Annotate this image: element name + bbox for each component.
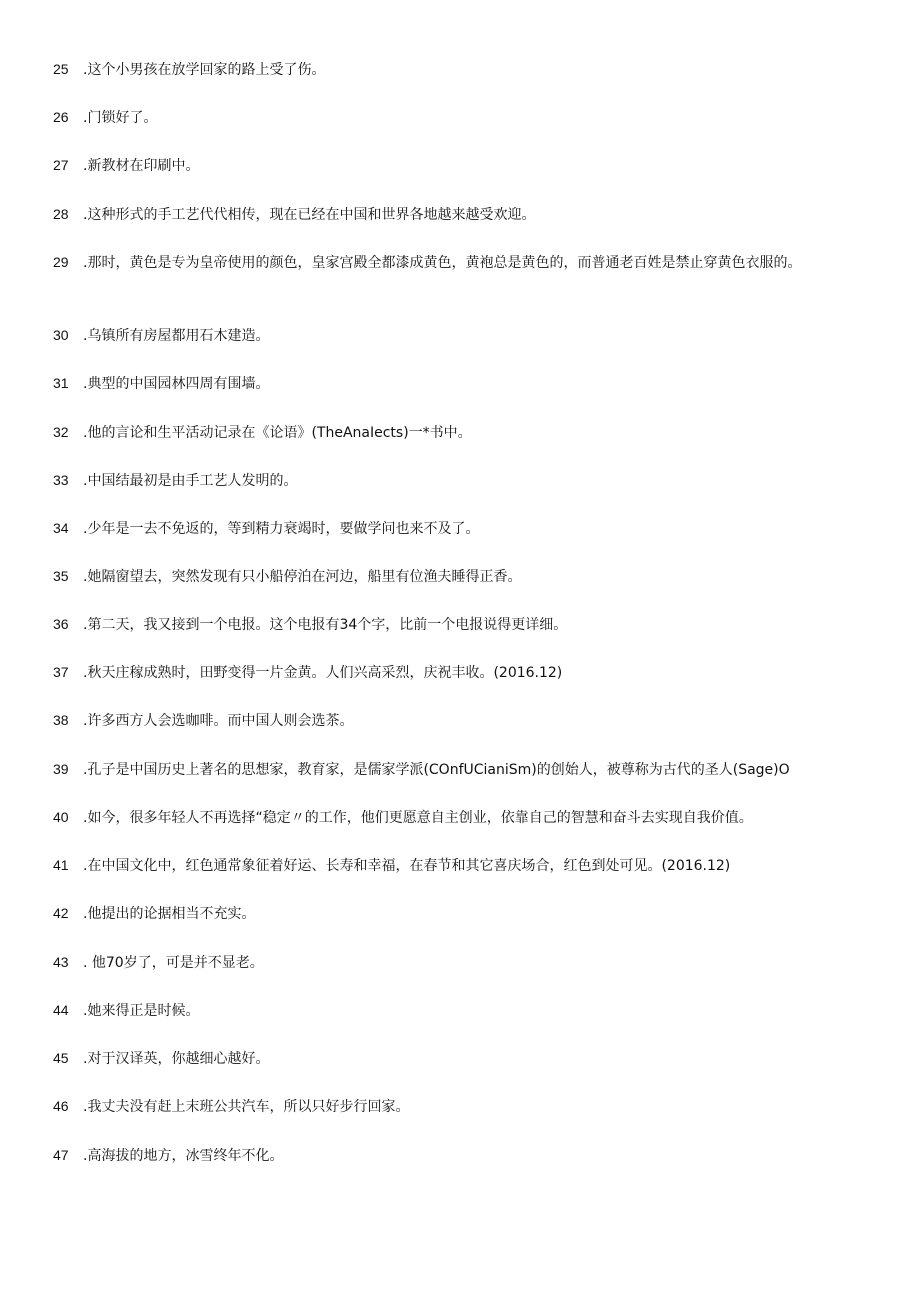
item-text: .孔子是中国历史上著名的思想家，教育家，是儒家学派(COnfUCianiSm)的创始人，被尊称为古代的圣人(Sage)O [83,762,790,778]
item-text: .我丈夫没有赶上末班公共汽车，所以只好步行回家。 [83,1099,410,1115]
list-item [53,468,863,493]
list-item [53,708,863,733]
list-item [53,805,863,830]
item-number: 46 [53,1098,69,1114]
list-item [53,612,863,637]
item-text: .他的言论和生平活动记录在《论语》(TheAnaIects)一*书中。 [83,425,472,441]
list-item [53,202,863,227]
list-item [53,998,863,1023]
list-item [53,1094,863,1119]
item-number: 37 [53,664,69,680]
item-text: .在中国文化中，红色通常象征着好运、长寿和幸福，在春节和其它喜庆场合，红色到处可见。(2016.12) [83,858,731,874]
item-number: 36 [53,616,69,632]
item-number: 40 [53,809,69,825]
list-item [53,153,863,178]
item-number: 39 [53,761,69,777]
item-text: .乌镇所有房屋都用石木建造。 [83,328,270,344]
item-number: 45 [53,1050,69,1066]
list-item [53,516,863,541]
item-number: 25 [53,61,69,77]
item-text: .他提出的论据相当不充实。 [83,906,256,922]
item-text: .这种形式的手工艺代代相传，现在已经在中国和世界各地越来越受欢迎。 [83,207,536,223]
item-number: 34 [53,520,69,536]
item-number: 44 [53,1002,69,1018]
item-text: .她来得正是时候。 [83,1003,200,1019]
item-number: 35 [53,568,69,584]
item-text: .她隔窗望去，突然发现有只小船停泊在河边，船里有位渔夫睡得正香。 [83,569,522,585]
item-text: .对于汉译英，你越细心越好。 [83,1051,270,1067]
item-number: 38 [53,712,69,728]
list-item [53,660,863,685]
list-item [53,250,863,275]
item-text: .那时，黄色是专为皇帝使用的颜色，皇家宫殿全都漆成黄色，黄袍总是黄色的，而普通老百姓是禁止穿黄色衣服的。 [83,255,802,271]
list-item [53,420,863,445]
list-item [53,57,863,82]
item-number: 27 [53,157,69,173]
item-text: .少年是一去不免返的，等到精力衰竭时，要做学问也来不及了。 [83,521,480,537]
item-text: .高海拔的地方，冰雪终年不化。 [83,1148,284,1164]
list-item [53,1046,863,1071]
item-number: 43 [53,954,69,970]
item-text: .许多西方人会选咖啡。而中国人则会选茶。 [83,713,354,729]
item-text: .如今，很多年轻人不再选择“稳定〃的工作，他们更愿意自主创业，依靠自己的智慧和奋斗去实现自我价值。 [83,810,753,826]
list-item [53,323,863,348]
item-number: 28 [53,206,69,222]
list-item [53,950,863,975]
list-item [53,564,863,589]
item-text: .第二天，我又接到一个电报。这个电报有34个字，比前一个电报说得更详细。 [83,617,568,633]
list-item [53,1143,863,1168]
item-number: 32 [53,424,69,440]
item-text: .这个小男孩在放学回家的路上受了伤。 [83,62,326,78]
list-item [53,371,863,396]
item-text: .门锁好了。 [83,110,158,126]
list-item [53,901,863,926]
item-number: 29 [53,254,69,270]
list-item [53,105,863,130]
list-item [53,853,863,878]
item-number: 33 [53,472,69,488]
item-number: 26 [53,109,69,125]
item-text: .新教材在印刷中。 [83,158,200,174]
item-text: .典型的中国园林四周有围墙。 [83,376,270,392]
item-number: 41 [53,857,69,873]
item-text: .秋天庄稼成熟时，田野变得一片金黄。人们兴高采烈，庆祝丰收。(2016.12) [83,665,563,681]
item-number: 31 [53,375,69,391]
item-number: 47 [53,1147,69,1163]
item-number: 42 [53,905,69,921]
item-text: .中国结最初是由手工艺人发明的。 [83,473,298,489]
list-item [53,757,863,782]
item-number: 30 [53,327,69,343]
item-text: . 他70岁了，可是并不显老。 [83,955,264,971]
